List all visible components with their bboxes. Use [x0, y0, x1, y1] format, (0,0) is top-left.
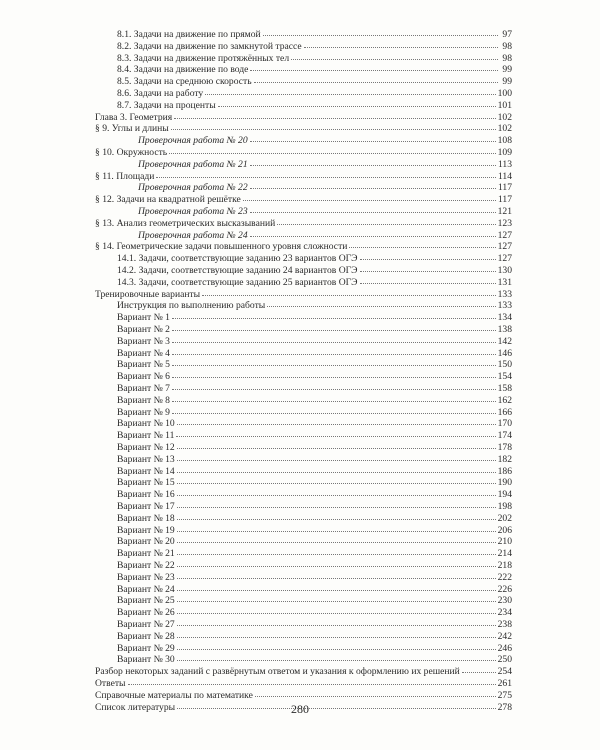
dot-leader	[255, 688, 496, 697]
toc-entry-page: 108	[497, 135, 512, 147]
toc-entry-title: 8.1. Задачи на движение по прямой	[117, 29, 261, 40]
dot-leader	[156, 169, 496, 178]
toc-entry-title: Вариант № 8	[117, 394, 170, 406]
dot-leader	[177, 582, 496, 591]
toc-entry-title: Вариант № 12	[117, 442, 175, 453]
dot-leader	[177, 523, 496, 532]
dot-leader	[177, 546, 496, 555]
toc-entry-title: § 12. Задачи на квадратной решётке	[95, 194, 241, 206]
toc-entry-title: Проверочная работа № 21	[138, 158, 248, 170]
toc-entry-title: Вариант № 20	[117, 536, 175, 548]
dot-leader	[205, 86, 495, 95]
toc-entry-page: 174	[497, 430, 512, 442]
toc-entry-title: Вариант № 24	[117, 583, 175, 595]
toc-entry-title: Вариант № 26	[117, 607, 175, 619]
dot-leader	[177, 558, 496, 567]
dot-leader	[128, 676, 496, 685]
dot-leader	[250, 133, 496, 142]
toc-entry-page: 100	[497, 88, 512, 99]
toc-entry-title: Вариант № 30	[117, 654, 175, 666]
toc-entry-page: 99	[502, 76, 512, 88]
toc-entry-page: 214	[497, 548, 512, 560]
toc-entry-page: 121	[497, 206, 512, 217]
toc-entry-page: 134	[497, 312, 512, 324]
toc-entry-page: 146	[497, 347, 512, 359]
toc-entry-page: 127	[497, 241, 512, 253]
toc-entry-page: 242	[497, 630, 512, 642]
dot-leader	[169, 145, 495, 154]
toc-entry-title: Вариант № 18	[117, 512, 175, 524]
dot-leader	[172, 381, 496, 390]
dot-leader	[250, 62, 498, 71]
toc-entry-title: Проверочная работа № 20	[138, 135, 248, 147]
dot-leader	[177, 605, 496, 614]
toc-entry-page: 238	[497, 619, 512, 630]
toc-entry-title: Вариант № 11	[117, 430, 175, 442]
toc-entry-page: 133	[497, 288, 512, 300]
dot-leader	[277, 216, 495, 225]
toc-entry-page: 102	[497, 111, 512, 123]
toc-entry-title: 14.1. Задачи, соответствующие заданию 23 вариантов ОГЭ	[117, 253, 358, 265]
toc-entry-page: 113	[497, 158, 512, 170]
dot-leader	[177, 593, 496, 602]
toc-entry-page: 210	[497, 536, 512, 548]
page-number: 280	[291, 702, 309, 716]
toc-entry-page: 194	[497, 489, 512, 501]
toc-entry-page: 190	[497, 477, 512, 489]
dot-leader	[177, 475, 496, 484]
dot-leader	[177, 487, 496, 496]
toc-entry-title: Вариант № 28	[117, 630, 175, 642]
toc-entry-page: 114	[497, 170, 512, 182]
dot-leader	[172, 322, 496, 331]
toc-entry-title: Вариант № 27	[117, 619, 175, 630]
toc-entry-title: Вариант № 17	[117, 501, 175, 512]
toc-entry-page: 170	[497, 418, 512, 430]
toc-entry-page: 254	[497, 666, 512, 678]
toc-entry-page: 131	[497, 276, 512, 288]
dot-leader	[171, 121, 496, 130]
toc-entry-page: 99	[502, 64, 512, 76]
dot-leader	[177, 464, 496, 473]
toc-entry-page: 178	[497, 442, 512, 453]
toc-entry-page: 278	[497, 701, 512, 713]
dot-leader	[177, 440, 496, 449]
toc-entry-page: 127	[497, 229, 512, 241]
toc-entry-page: 142	[497, 335, 512, 347]
toc-entry-page: 117	[497, 182, 512, 194]
dot-leader	[177, 641, 496, 650]
dot-leader	[360, 263, 496, 272]
dot-leader	[176, 428, 495, 437]
dot-leader	[177, 652, 496, 661]
toc-entry-title: Вариант № 1	[117, 312, 170, 324]
dot-leader	[172, 357, 496, 366]
toc-entry-title: Ответы	[95, 678, 126, 689]
toc-entry-page: 127	[497, 253, 512, 265]
dot-leader	[177, 452, 496, 461]
toc-entry-page: 98	[502, 52, 512, 64]
toc-entry-title: Вариант № 14	[117, 465, 175, 477]
toc-entry-title: Вариант № 15	[117, 477, 175, 489]
toc-entry-title: § 11. Площади	[95, 170, 155, 182]
toc-entry-page: 182	[497, 453, 512, 465]
toc-entry-title: § 13. Анализ геометрических высказываний	[95, 217, 276, 229]
toc-entry-page: 226	[497, 583, 512, 595]
toc-entry-page: 250	[497, 654, 512, 666]
dot-leader	[172, 405, 496, 414]
toc-entry-title: 8.2. Задачи на движение по замкнутой трассе	[117, 40, 302, 52]
toc-entry-title: Вариант № 21	[117, 548, 175, 560]
toc-entry-page: 154	[497, 371, 512, 383]
dot-leader	[174, 110, 495, 119]
toc-entry-page: 130	[497, 265, 512, 276]
toc-entry-page: 98	[502, 40, 512, 52]
toc-entry-title: Вариант № 3	[117, 335, 170, 347]
toc-entry	[117, 653, 512, 665]
toc-entry-title: § 9. Углы и длины	[95, 123, 169, 135]
toc-entry-title: 8.7. Задачи на проценты	[117, 99, 216, 111]
toc-entry-title: Инструкция по выполнению работы	[117, 300, 266, 312]
dot-leader	[250, 180, 496, 189]
toc-entry-title: Вариант № 2	[117, 324, 170, 335]
dot-leader	[304, 39, 498, 48]
toc-entry-page: 138	[497, 324, 512, 335]
dot-leader	[250, 204, 496, 213]
toc-entry-title: Список литературы	[95, 701, 176, 713]
dot-leader	[254, 74, 498, 83]
dot-leader	[177, 416, 496, 425]
toc-entry-title: 8.3. Задачи на движение протяжённых тел	[117, 52, 290, 64]
toc-entry-title: Проверочная работа № 23	[138, 206, 248, 217]
dot-leader	[243, 192, 496, 201]
dot-leader	[177, 534, 496, 543]
toc-entry-title: 8.4. Задачи на движение по воде	[117, 64, 249, 76]
toc-entry-title: Вариант № 13	[117, 453, 175, 465]
toc-entry-title: Вариант № 10	[117, 418, 175, 430]
dot-leader	[202, 287, 496, 296]
dot-leader	[172, 346, 496, 355]
dot-leader	[177, 629, 496, 638]
toc-entry-page: 186	[497, 465, 512, 477]
toc-entry-page: 97	[502, 29, 512, 40]
toc-entry-page: 109	[497, 147, 512, 158]
dot-leader	[267, 298, 495, 307]
toc-entry-page: 202	[497, 512, 512, 524]
toc-entry-title: Вариант № 22	[117, 560, 175, 571]
toc-entry-title: Вариант № 6	[117, 371, 170, 383]
dot-leader	[177, 511, 496, 520]
toc-entry-title: Вариант № 16	[117, 489, 175, 501]
toc-entry-page: 206	[497, 524, 512, 536]
dot-leader	[172, 334, 496, 343]
toc-entry-title: Вариант № 23	[117, 571, 175, 583]
dot-leader	[177, 499, 496, 508]
toc-entry-title: Разбор некоторых заданий с развёрнутым ответом и указания к оформлению их решений	[95, 666, 460, 678]
toc-entry-page: 117	[497, 194, 512, 206]
dot-leader	[360, 275, 496, 284]
dot-leader	[172, 369, 496, 378]
toc-entry-title: Вариант № 25	[117, 595, 175, 607]
toc-entry-page: 102	[497, 123, 512, 135]
toc-entry-title: Проверочная работа № 22	[138, 182, 248, 194]
toc-entry-page: 234	[497, 607, 512, 619]
dot-leader	[462, 664, 496, 673]
toc-entry-title: Проверочная работа № 24	[138, 229, 248, 241]
toc-entry-page: 275	[497, 689, 512, 701]
dot-leader	[172, 310, 496, 319]
toc-entry-page: 261	[497, 678, 512, 689]
toc-entry-page: 123	[497, 217, 512, 229]
toc-entry-page: 222	[497, 571, 512, 583]
toc-entry-title: 8.6. Задачи на работу	[117, 88, 204, 99]
toc-entry-page: 162	[497, 394, 512, 406]
toc-entry-page: 218	[497, 560, 512, 571]
toc-entry-title: Вариант № 4	[117, 347, 170, 359]
toc-entry-title: 14.3. Задачи, соответствующие заданию 25 вариантов ОГЭ	[117, 276, 358, 288]
toc-entry-page: 150	[497, 359, 512, 371]
toc-entry-page: 133	[497, 300, 512, 312]
toc-entry-title: Вариант № 9	[117, 406, 170, 418]
toc-entry-title: § 10. Окружность	[95, 147, 168, 158]
dot-leader	[218, 98, 496, 107]
dot-leader	[250, 228, 496, 237]
toc-entry-title: Справочные материалы по математике	[95, 689, 253, 701]
dot-leader	[177, 570, 496, 579]
toc-entry-title: Вариант № 19	[117, 524, 175, 536]
dot-leader	[291, 51, 498, 60]
toc-entry-title: Тренировочные варианты	[95, 288, 201, 300]
toc-entry-title: 14.2. Задачи, соответствующие заданию 24 вариантов ОГЭ	[117, 265, 358, 276]
toc-entry-title: Вариант № 7	[117, 383, 170, 394]
dot-leader	[177, 617, 496, 626]
dot-leader	[250, 157, 496, 166]
dot-leader	[349, 239, 495, 248]
toc-entry-page: 230	[497, 595, 512, 607]
toc-entry-title: § 14. Геометрические задачи повышенного уровня сложности	[95, 241, 348, 253]
toc-entry-page: 158	[497, 383, 512, 394]
dot-leader	[360, 251, 496, 260]
dot-leader	[172, 393, 496, 402]
toc-entry-title: 8.5. Задачи на среднюю скорость	[117, 76, 252, 88]
toc-entry-page: 246	[497, 642, 512, 654]
toc-entry-title: Вариант № 29	[117, 642, 175, 654]
dot-leader	[263, 27, 498, 36]
toc-entry-page: 166	[497, 406, 512, 418]
toc-entry-title: Глава 3. Геометрия	[95, 111, 173, 123]
toc-entry-page: 101	[497, 99, 512, 111]
toc-entry-title: Вариант № 5	[117, 359, 170, 371]
toc-entry-page: 198	[497, 501, 512, 512]
